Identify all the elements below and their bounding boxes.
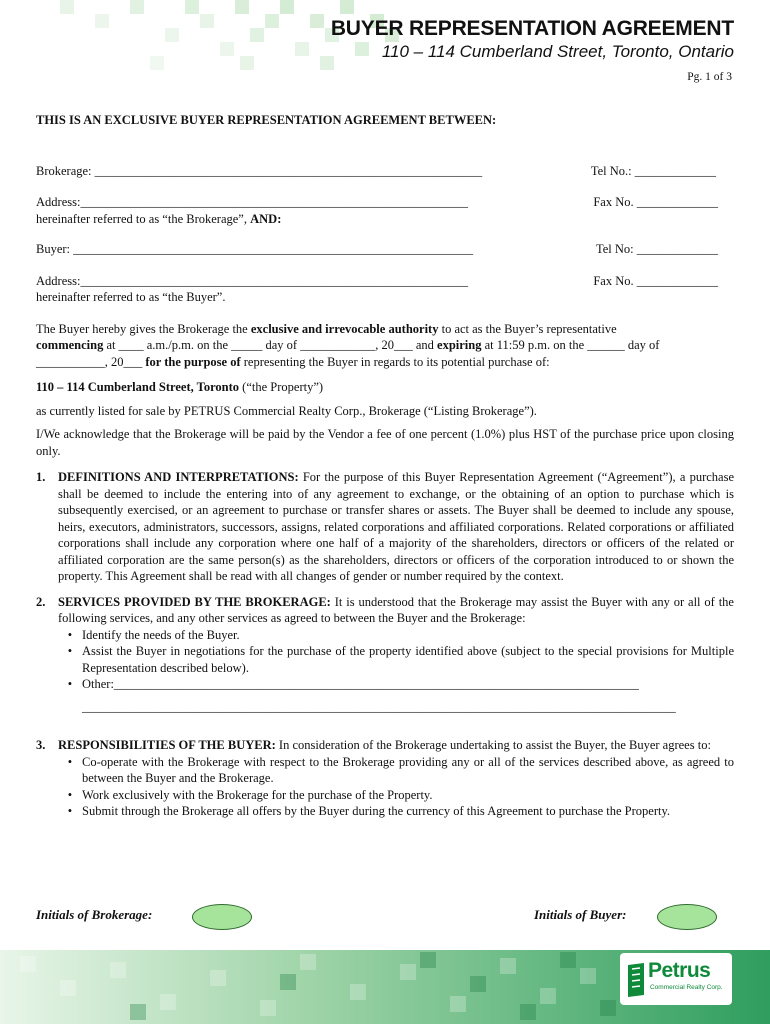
brokerage-initials-label: Initials of Brokerage: bbox=[36, 907, 153, 922]
section-text: For the purpose of this Buyer Representation Agreement (“Agreement”), a purchase shall be deemed to include the entering into of any agreement to exchange, or the obtaining of an option to purchase which is subsequently exercised, or an agreement to purchase or transfer shares or assets. The Buyer shall be deemed to include any spouse, heirs, executors, administrators, successors, assigns, related corporations and affiliated corporations. Related corporations or affiliated corporations shall include any corporation where one half of a majority of the shareholders, directors or officers of the related or affiliated corporation are the same person(s) as the shareholders, directors or officers of the corporation introduced to or shown the property. This Agreement shall be read with all changes of gender or number required by the context. bbox=[58, 470, 734, 583]
property-suffix: (“the Property”) bbox=[239, 380, 324, 394]
property-subtitle: 110 – 114 Cumberland Street, Toronto, Ontario bbox=[381, 42, 734, 61]
brokerage-tel-field[interactable]: Tel No.: _____________ bbox=[590, 163, 716, 178]
bullet-icon: • bbox=[67, 754, 73, 769]
bullet-icon: • bbox=[67, 644, 73, 658]
list-item bbox=[58, 643, 734, 676]
list-item-text: Submit through the Brokerage all offers by the Buyer during the currency of this Agreement to purchase the Property. bbox=[82, 804, 671, 818]
brokerage-fax-field[interactable]: Fax No. _____________ bbox=[593, 195, 718, 209]
section-definitions bbox=[36, 469, 734, 585]
section-heading: DEFINITIONS AND INTERPRETATIONS: bbox=[58, 470, 299, 484]
expiring-label: expiring bbox=[437, 338, 482, 352]
and-label: AND: bbox=[250, 211, 282, 226]
authority-text-2: to act as the Buyer’s representative bbox=[438, 321, 617, 336]
purpose-label: for the purpose of bbox=[145, 354, 241, 369]
list-item bbox=[58, 803, 734, 820]
section-number: 3. bbox=[36, 738, 46, 752]
commencing-label: commencing bbox=[36, 338, 104, 352]
list-item-text: Assist the Buyer in negotiations for the purchase of the property identified above (subject to the special provisions for Multiple Representation described below). bbox=[82, 644, 734, 675]
buyer-fax-field[interactable]: Fax No. _____________ bbox=[593, 273, 718, 288]
brokerage-hereinafter-text: hereinafter referred to as “the Brokerage”, bbox=[36, 211, 251, 226]
fee-paragraph: I/We acknowledge that the Brokerage will be paid by the Vendor a fee of one percent (1.0%) plus HST of the purchase price upon closing only. bbox=[36, 427, 734, 458]
authority-text-6: representing the Buyer in regards to its potential purchase of: bbox=[240, 354, 550, 369]
section-heading: RESPONSIBILITIES OF THE BUYER: bbox=[58, 738, 276, 752]
page-number: Pg. 1 of 3 bbox=[687, 71, 732, 83]
list-item-text: Work exclusively with the Brokerage for the purchase of the Property. bbox=[82, 787, 433, 802]
list-item-text: Co-operate with the Brokerage with respect to the Brokerage providing any or all of the services described above, as agreed to between the Buyer and the Brokerage. bbox=[82, 754, 734, 785]
authority-text-3: at ____ a.m./p.m. on the _____ day of ____________, 20___ and bbox=[103, 338, 438, 352]
logo-name: Petrus bbox=[648, 959, 711, 982]
buyer-row bbox=[36, 241, 734, 258]
brokerage-address-field[interactable]: Address:______________________________________________________________ bbox=[36, 195, 468, 209]
authority-text-1: The Buyer hereby gives the Brokerage the bbox=[36, 321, 251, 336]
brokerage-initials-field[interactable] bbox=[192, 904, 252, 930]
section-responsibilities bbox=[36, 737, 734, 820]
document-title: BUYER REPRESENTATION AGREEMENT bbox=[330, 17, 734, 40]
list-item bbox=[58, 627, 734, 644]
section-number: 2. bbox=[36, 594, 46, 609]
brokerage-hereinafter bbox=[36, 211, 734, 228]
section-text: In consideration of the Brokerage undertaking to assist the Buyer, the Buyer agrees to: bbox=[275, 738, 711, 752]
buyer-initials-label: Initials of Buyer: bbox=[534, 907, 627, 922]
buyer-initials-field[interactable] bbox=[657, 904, 717, 930]
agreement-body bbox=[36, 112, 734, 820]
authority-bold-1: exclusive and irrevocable authority bbox=[250, 321, 439, 336]
property-name: 110 – 114 Cumberland Street, Toronto bbox=[36, 380, 240, 394]
section-text: It is understood that the Brokerage may assist the Buyer with any or all of the following services, and any other services as agreed to between the Buyer and the Brokerage: bbox=[58, 594, 734, 625]
brokerage-row bbox=[36, 163, 734, 180]
buyer-field[interactable]: Buyer: ________________________________________________________________ bbox=[36, 242, 474, 256]
intro-heading: THIS IS AN EXCLUSIVE BUYER REPRESENTATION AGREEMENT BETWEEN: bbox=[36, 113, 497, 127]
buyer-address-row bbox=[36, 273, 734, 290]
bullet-icon: • bbox=[67, 677, 73, 691]
petrus-logo bbox=[620, 953, 740, 1013]
section-body bbox=[58, 469, 734, 585]
list-item-text: Identify the needs of the Buyer. bbox=[82, 627, 240, 642]
logo-tagline: Commercial Realty Corp. bbox=[650, 984, 723, 991]
section-body bbox=[58, 737, 734, 820]
section-body bbox=[58, 594, 734, 716]
other-services-extra-line[interactable]: _______________________________________________________________________________________________ bbox=[82, 699, 676, 714]
list-item bbox=[58, 754, 734, 787]
bullet-icon: • bbox=[67, 787, 73, 802]
buyer-tel-field[interactable]: Tel No: _____________ bbox=[595, 242, 718, 256]
bullet-icon: • bbox=[67, 627, 73, 642]
buyer-address-field[interactable]: Address:______________________________________________________________ bbox=[36, 273, 468, 288]
authority-text-5: ___________, 20___ bbox=[36, 354, 146, 369]
building-icon bbox=[626, 961, 648, 999]
authority-text-4: at 11:59 p.m. on the ______ day of bbox=[481, 338, 660, 352]
section-services bbox=[36, 594, 734, 716]
buyer-hereinafter: hereinafter referred to as “the Buyer”. bbox=[36, 290, 226, 304]
listing-line: as currently listed for sale by PETRUS Commercial Realty Corp., Brokerage (“Listing Brokerage”). bbox=[36, 403, 537, 418]
section-number: 1. bbox=[36, 470, 46, 484]
property-line bbox=[36, 379, 734, 396]
other-services-field[interactable]: Other:____________________________________________________________________________________ bbox=[82, 677, 639, 691]
section-heading: SERVICES PROVIDED BY THE BROKERAGE: bbox=[58, 594, 331, 609]
list-item bbox=[58, 787, 734, 804]
list-item bbox=[58, 676, 734, 693]
brokerage-field[interactable]: Brokerage: ______________________________________________________________ bbox=[36, 163, 483, 178]
authority-paragraph bbox=[36, 321, 734, 371]
brokerage-address-row bbox=[36, 194, 734, 211]
bullet-icon: • bbox=[67, 804, 73, 818]
